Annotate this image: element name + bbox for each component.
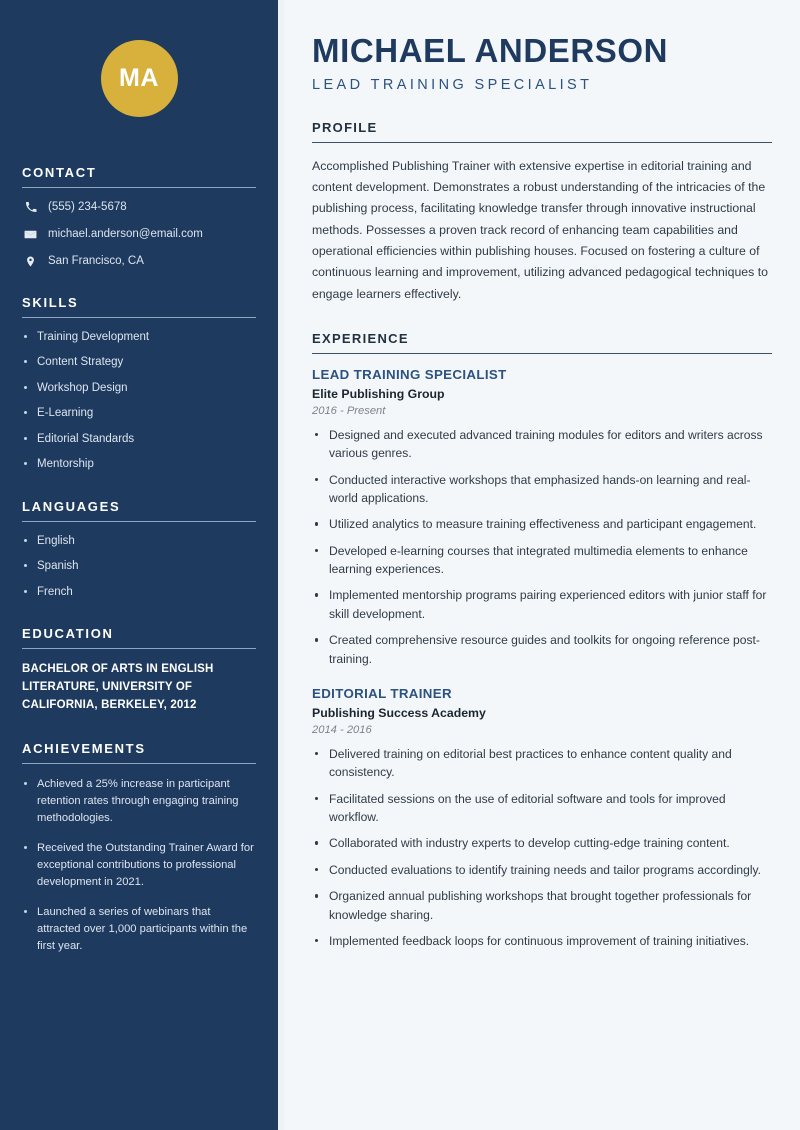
list-item: Implemented mentorship programs pairing experienced editors with junior staff for skill development. (312, 586, 772, 623)
list-item: Conducted evaluations to identify training needs and tailor programs accordingly. (312, 861, 772, 879)
list-item: English (22, 534, 256, 550)
languages-list (22, 534, 256, 601)
contact-phone-text: (555) 234-5678 (48, 201, 127, 213)
profile-section (312, 120, 772, 305)
list-item: Content Strategy (22, 355, 256, 371)
experience-company: Publishing Success Academy (312, 705, 486, 720)
languages-heading: LANGUAGES (22, 498, 121, 514)
skills-divider (22, 317, 256, 318)
experience-heading: EXPERIENCE (312, 330, 409, 346)
list-item: Delivered training on editorial best practices to enhance content quality and consistency. (312, 745, 772, 782)
experience-job-title: EDITORIAL TRAINER (312, 685, 452, 701)
list-item: Received the Outstanding Trainer Award for exceptional contributions to professional development in 2021. (22, 840, 256, 891)
list-item: Organized annual publishing workshops that brought together professionals for knowledge sharing. (312, 887, 772, 924)
education-section (22, 626, 256, 714)
list-item: Achieved a 25% increase in participant retention rates through engaging training methodologies. (22, 776, 256, 827)
achievements-section (22, 741, 256, 955)
list-item: Created comprehensive resource guides and toolkits for ongoing reference post-training. (312, 631, 772, 668)
experience-company: Elite Publishing Group (312, 386, 445, 401)
list-item: Workshop Design (22, 381, 256, 397)
contact-item-phone[interactable] (22, 200, 256, 215)
list-item: Utilized analytics to measure training effectiveness and participant engagement. (312, 515, 772, 533)
education-entry: BACHELOR OF ARTS IN ENGLISH LITERATURE, UNIVERSITY OF CALIFORNIA, BERKELEY, 2012 (22, 663, 214, 712)
list-item: Facilitated sessions on the use of editorial software and tools for improved workflow. (312, 790, 772, 827)
list-item: Developed e-learning courses that integrated multimedia elements to enhance learning experiences. (312, 542, 772, 579)
experience-job-title: LEAD TRAINING SPECIALIST (312, 366, 507, 382)
phone-icon (22, 201, 39, 213)
list-item: Mentorship (22, 457, 256, 473)
skills-heading: SKILLS (22, 294, 79, 310)
profile-heading: PROFILE (312, 119, 378, 135)
list-item: Designed and executed advanced training modules for editors and writers across various genres. (312, 426, 772, 463)
list-item: Implemented feedback loops for continuous improvement of training initiatives. (312, 932, 772, 950)
experience-bullet-list (312, 426, 772, 668)
page-title: MICHAEL ANDERSON (312, 32, 669, 69)
education-divider (22, 648, 256, 649)
list-item: Conducted interactive workshops that emphasized hands-on learning and real-world applications. (312, 471, 772, 508)
contact-divider (22, 187, 256, 188)
avatar (101, 40, 178, 117)
education-heading: EDUCATION (22, 626, 114, 642)
experience-section (312, 331, 772, 951)
profile-text: Accomplished Publishing Trainer with extensive expertise in editorial training and content development. Demonstrates a robust understanding of the intricacies of the publishing process, facilitating knowledge transfer through innovative instructional methods. Possesses a proven track record of enhancing team capabilities and operational efficiencies within publishing houses. Focused on fostering a culture of continuous learning and improvement, utilizing advanced pedagogical techniques to engage learners effectively. (312, 158, 768, 301)
contact-item-email[interactable] (22, 227, 256, 242)
achievements-heading: ACHIEVEMENTS (22, 740, 146, 756)
languages-section (22, 499, 256, 601)
profile-divider (312, 142, 772, 143)
list-item: Training Development (22, 330, 256, 346)
list-item: Launched a series of webinars that attracted over 1,000 participants within the first year. (22, 904, 256, 955)
main-content (284, 0, 800, 1130)
list-item: Spanish (22, 559, 256, 575)
email-icon (22, 228, 39, 241)
skills-section (22, 295, 256, 473)
contact-heading: CONTACT (22, 165, 97, 180)
location-pin-icon (22, 255, 39, 268)
contact-item-location[interactable] (22, 254, 256, 269)
avatar-container (22, 0, 256, 165)
sidebar (0, 0, 278, 1130)
experience-dates: 2014 - 2016 (312, 723, 372, 736)
experience-entry (312, 367, 772, 668)
list-item: French (22, 585, 256, 601)
list-item: E-Learning (22, 406, 256, 422)
avatar-initials: MA (119, 64, 159, 92)
contact-location-text: San Francisco, CA (48, 254, 144, 267)
contact-section (22, 165, 256, 269)
headline-job-title: LEAD TRAINING SPECIALIST (312, 76, 593, 93)
list-item: Editorial Standards (22, 432, 256, 448)
achievements-list (22, 776, 256, 955)
experience-bullet-list (312, 745, 772, 950)
experience-divider (312, 353, 772, 354)
skills-list (22, 330, 256, 473)
languages-divider (22, 521, 256, 522)
contact-email-text: michael.anderson@email.com (48, 227, 203, 240)
experience-dates: 2016 - Present (312, 404, 386, 417)
experience-entry (312, 686, 772, 950)
list-item: Collaborated with industry experts to develop cutting-edge training content. (312, 834, 772, 852)
achievements-divider (22, 763, 256, 764)
